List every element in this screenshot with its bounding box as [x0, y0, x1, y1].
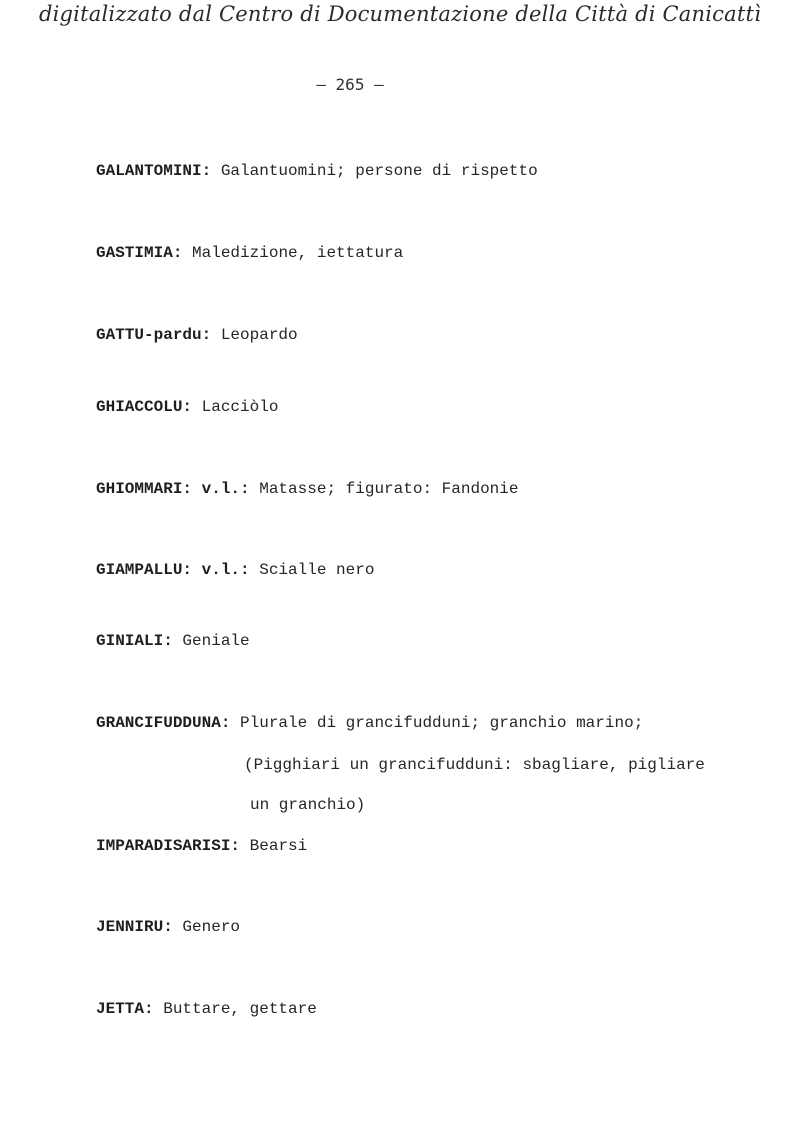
entry-definition: Matasse; figurato: Fandonie — [249, 480, 519, 498]
entry-term: GHIACCOLU: — [96, 398, 193, 416]
glossary-entry — [96, 397, 278, 417]
entry-term: GINIALI: — [96, 632, 173, 650]
entry-definition: Geniale — [172, 632, 250, 650]
entry-term: GRANCIFUDDUNA: — [96, 714, 231, 732]
glossary-entry — [96, 836, 307, 856]
entry-term: JENNIRU: — [96, 918, 173, 936]
glossary-entry — [96, 999, 317, 1019]
entry-term: JETTA: — [96, 1000, 154, 1018]
glossary-entry — [96, 243, 403, 263]
glossary-entry — [96, 161, 538, 181]
entry-definition: Leopardo — [211, 326, 298, 344]
entry-definition: Plurale di grancifudduni; granchio marino; — [230, 714, 644, 732]
glossary-entry — [96, 917, 240, 937]
entry-term: GASTIMIA: — [96, 244, 183, 262]
entry-definition: Lacciòlo — [192, 398, 279, 416]
entry-definition: Galantuomini; persone di rispetto — [211, 162, 538, 180]
entry-term: IMPARADISARISI: — [96, 837, 241, 855]
entry-definition: Genero — [172, 918, 241, 936]
entry-definition: Maledizione, iettatura — [182, 244, 404, 262]
glossary-entry — [96, 631, 250, 651]
entry-term: GATTU-pardu: — [96, 326, 212, 344]
page-number: – 265 – — [316, 75, 384, 94]
entry-continuation-line: un granchio) — [250, 796, 366, 814]
glossary-entry — [96, 325, 298, 345]
entry-definition: Bearsi — [240, 837, 308, 855]
entry-term: GHIOMMARI: v.l.: — [96, 480, 250, 498]
entry-definition: Buttare, gettare — [153, 1000, 317, 1018]
digitization-watermark: digitalizzato dal Centro di Documentazione della Città di Canicattì — [38, 2, 762, 26]
entry-term: GALANTOMINI: — [96, 162, 212, 180]
entry-continuation-line: (Pigghiari un grancifudduni: sbagliare, pigliare — [244, 756, 705, 774]
entry-definition: Scialle nero — [249, 561, 375, 579]
entry-term: GIAMPALLU: v.l.: — [96, 561, 250, 579]
glossary-entry — [96, 560, 374, 580]
glossary-entry — [96, 713, 643, 733]
glossary-entry — [96, 479, 518, 499]
